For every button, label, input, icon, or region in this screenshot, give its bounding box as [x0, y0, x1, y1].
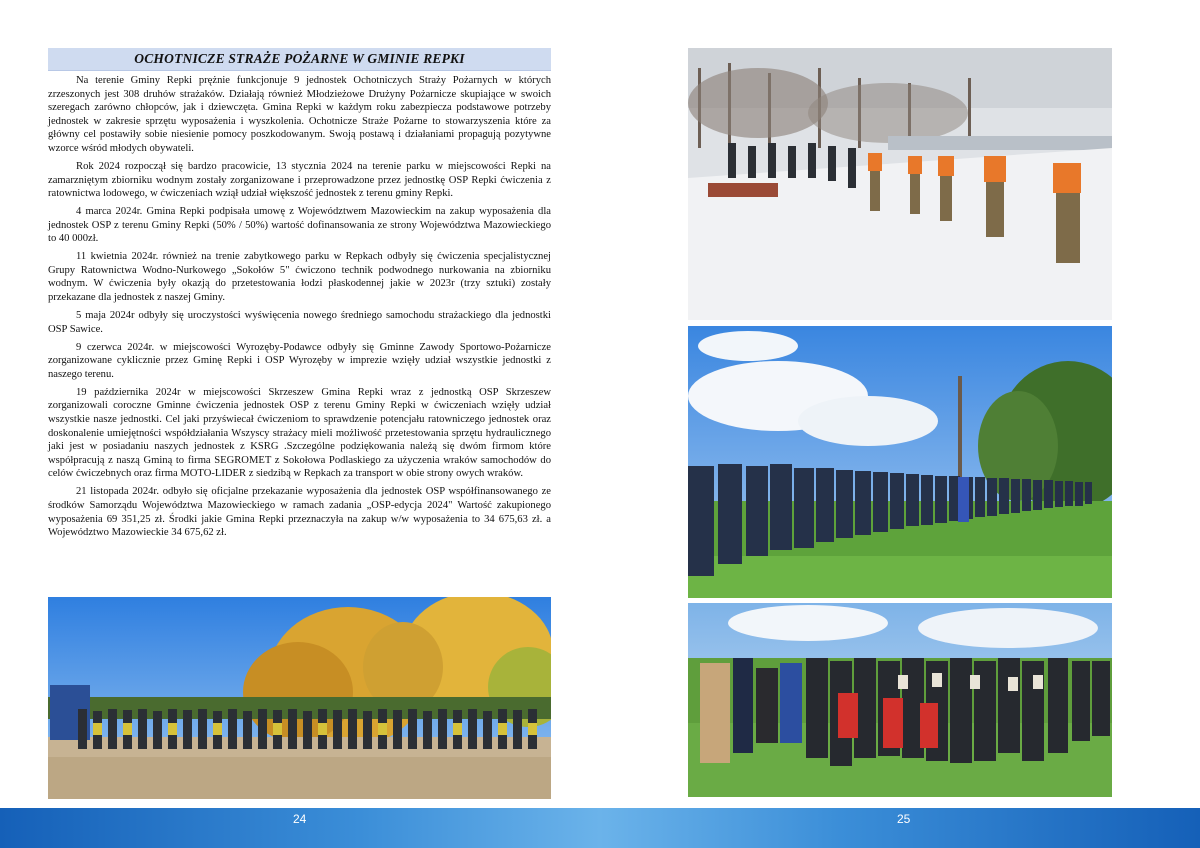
page-title: OCHOTNICZE STRAŻE POŻARNE W GMINIE REPKI: [134, 51, 465, 66]
paragraph-march: 4 marca 2024r. Gmina Repki podpisała umowę z Województwem Mazowieckim na zakup wyposażenia dla jednostek OSP z terenu Gminy Repki (50% / 50%) wartość dofinansowania ze strony Województwa Mazowieckiego to 40 000zł.: [48, 206, 551, 245]
page-number-right: 25: [897, 812, 911, 826]
paragraph-june: 9 czerwca 2024r. w miejscowości Wyrozęby-Podawce odbyły się Gminne Zawody Sportowo-Pożarnicze zorganizowane cyklicznie przez Gminę Repki i OSP Wyrozęby w imprezie wzięły udział wszystkie jednostki z naszego terenu.: [48, 341, 551, 380]
paragraph-intro: Na terenie Gminy Repki prężnie funkcjonuje 9 jednostek Ochotniczych Straży Pożarnych w których zrzeszonych jest 308 druhów strażaków. Działają również Młodzieżowe Drużyny Pożarnicze skupiające w swoich szeregach zarówno chłopców, jak i dziewczęta. Gmina Repki w każdym roku zabezpiecza podstawowe potrzeby jednostek w zakresie sprzętu wyposażenia i wyszkolenia. Ochotnicze Straże Pożarne to stowarzyszenia które za główny cel postawiły sobie niesienie pomocy poszkodowanym. Swoją postawą i działaniami propagują pozytywne wzorce wśród młodych obywateli.: [48, 75, 551, 154]
paragraph-may: 5 maja 2024r odbyły się uroczystości wyświęcenia nowego średniego samochodu strażackiego dla jednostki OSP Sawice.: [48, 310, 551, 335]
photo-autumn-exercise-image: [48, 597, 551, 799]
paragraph-january: Rok 2024 rozpoczął się bardzo pracowicie, 13 stycznia 2024 na terenie parku w miejscowości Repki na zamarzniętym zbiorniku wodnym zostały zorganizowane i przeprowadzone przez jednostkę OSP Repki ćwiczenia z ratownictwa lodowego, w ćwiczeniach wziął udział większość jednostek z terenu gminy Repki.: [48, 160, 551, 200]
paragraph-november: 21 listopada 2024r. odbyło się oficjalne przekazanie wyposażenia dla jednostek OSP współfinansowanego ze środków Samorządu Województwa Mazowieckiego w ramach zadania „OSP-edycja 2024" Wartość zakupionego wyposażenia 69 351,25 zł. Środki jakie Gmina Repki przeznaczyła na zakup w/w wyposażenia to 34 675,63 zł. a Województwo Mazowieckie 34 675,62 zł.: [48, 486, 551, 539]
photo-ice-rescue: [688, 48, 1112, 320]
paragraph-april: 11 kwietnia 2024r. również na trenie zabytkowego parku w Repkach odbyły się ćwiczenia specjalistycznej Grupy Ratownictwa Wodno-Nurkowego „Sokołów 5" ćwiczono technik podwodnego nurkowania na zbiorniku wodnym. W ćwiczenia były okazją do przetestowania łodzi płaskodennej jakie w 2023r (trzy sztuki) zostały przekazane dla jednostek z naszej Gminy.: [48, 251, 551, 304]
left-page: [0, 0, 600, 808]
photo-competition-lineup-image: [688, 326, 1112, 598]
article-body: [48, 74, 551, 544]
page-number-left: 24: [293, 812, 307, 826]
photo-competition-lineup: [688, 326, 1112, 598]
photo-autumn-exercise: [48, 597, 551, 799]
page-footer-band: [0, 808, 1200, 848]
section-title-bar: [48, 48, 551, 71]
paragraph-october: 19 października 2024r w miejscowości Skrzeszew Gmina Repki wraz z jednostką OSP Skrzeszew zorganizowali coroczne Gminne ćwiczenia jednostek OSP z terenu Gminy Repki w ćwiczeniach wzięły udział wszystkie nasze jednostki. Cel jaki przyświecał ćwiczeniom to sprawdzenie potencjału ratowniczego jednostek oraz doskonalenie umiejętności współdziałania Wszyscy strażacy mieli możliwość przetestowania sprzętu hydraulicznego jaki jest w posiadaniu naszych jednostek z KSRG .Szczególne podziękowania należą się dwóm firmom które współpracują z naszą Gminą to firma SEGROMET z Sokołowa Podlaskiego za użyczenia wraków samochodów do celów ćwiczebnych oraz firma MOTO-LIDER z siedzibą w Repkach za transport w obie strony owych wraków.: [48, 386, 551, 480]
photo-award-ceremony: [688, 603, 1112, 797]
right-page: [600, 0, 1200, 808]
photo-ice-rescue-image: [688, 48, 1112, 320]
photo-award-ceremony-image: [688, 603, 1112, 797]
